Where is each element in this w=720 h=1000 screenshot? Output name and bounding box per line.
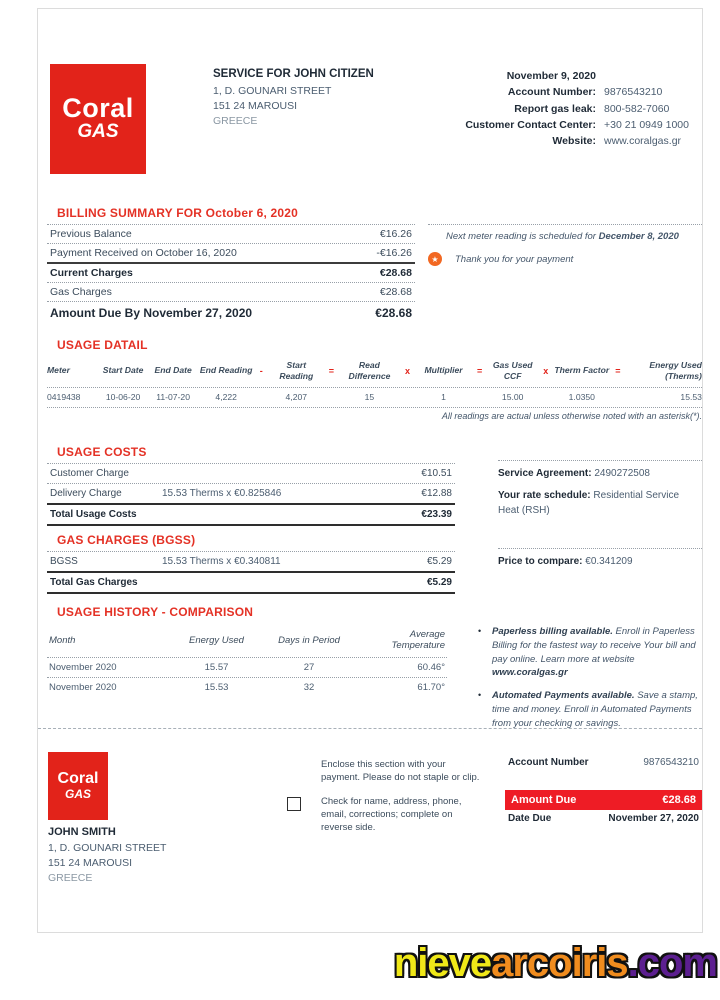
usage-costs-title: USAGE COSTS [57,445,147,459]
gas-charges-label: Gas Charges [50,286,112,298]
multiplier-value: 1 [441,392,446,403]
notes-divider [428,224,702,225]
customer-charge-row [47,463,455,483]
automated-payments-bullet: • Automated Payments available. Save a stamp, time and money. Enroll in Automated Payments from your checking or savings. [478,690,698,729]
payment-received-row [47,243,415,264]
service-agreement-row [498,468,702,479]
usage-history-section [47,605,447,697]
history-row-1: November 2020 15.57 27 60.46° [47,657,447,677]
col-meter: Meter [47,365,70,376]
delivery-charge-row [47,483,455,503]
customer-charge-value: €10.51 [421,468,452,479]
date-due-value: November 27, 2020 [608,813,699,824]
delivery-charge-value: €12.88 [421,488,452,499]
corrections-check-row [287,795,483,835]
service-agreement-divider [498,460,702,461]
next-reading-note: Next meter reading is scheduled for December 8, 2020 [446,231,679,242]
bill-date: November 9, 2020 [506,70,596,82]
gas-leak-value: 800-582-7060 [604,102,670,115]
current-charges-value: €28.68 [379,267,412,279]
usage-detail-title: USAGE DATAIL [57,338,148,352]
col-start-date: Start Date [102,365,144,376]
coralgas-link: www.coralgas.gr [492,667,568,679]
op-times-2: x [543,365,549,376]
address-line-3: GREECE [213,115,258,128]
thank-you-text: Thank you for your payment [455,253,574,265]
rate-schedule-label: Your rate schedule: [498,490,591,501]
corrections-checkbox[interactable] [287,797,301,811]
thank-you-note [428,252,702,266]
account-info-block [428,68,703,149]
star-icon: ★ [428,252,442,266]
paperless-billing-bullet: • Paperless billing available. Enroll in Paperless Billing for the fastest way to receive Your bill and pay online. Learn more at website www.coralgas.gr [478,626,696,679]
stub-account-label: Account Number [508,757,589,768]
col-gas-used-ccf: Gas Used CCF [492,360,533,381]
stub-mailing-address: JOHN SMITH 1, D. GOUNARI STREET 151 24 MAROUSI GREECE [48,826,167,885]
history-row-2: November 2020 15.53 32 61.70° [47,677,447,697]
promo-bullets [478,625,708,739]
delivery-charge-detail: 15.53 Therms x €0.825846 [162,488,282,499]
gas-charges-section [47,533,455,594]
price-to-compare-divider [498,548,702,549]
usage-history-title: USAGE HISTORY - COMPARISON [57,605,254,619]
current-charges-label: Current Charges [50,267,133,279]
usage-detail-section [47,338,702,421]
op-equals-3: = [615,365,621,376]
col-end-date: End Date [154,365,192,376]
price-to-compare-block [498,548,702,567]
billing-summary-section [47,206,415,323]
therm-factor-value: 1.0350 [568,392,595,403]
gas-charges-row [47,282,415,301]
col-month: Month [49,634,76,646]
stub-name: JOHN SMITH [48,826,116,838]
price-to-compare-label: Price to compare: [498,556,583,567]
contact-center-value: +30 21 0949 1000 [604,118,689,131]
gas-used-ccf-value: 15.00 [501,392,524,403]
bill-date-row [428,68,703,84]
amount-due-bar-label: Amount Due [511,794,577,806]
billing-summary-title: BILLING SUMMARY FOR October 6, 2020 [57,206,299,220]
col-end-reading: End Reading [199,365,253,376]
service-agreement-value: 2490272508 [594,468,650,479]
account-number-label: Account Number: [507,86,596,99]
price-to-compare-row [498,556,702,567]
col-energy-used: Energy Used (Therms) [649,360,702,381]
stub-instructions [287,758,483,834]
bgss-value: €5.29 [426,556,452,567]
start-date-value: 10-06-20 [105,392,141,403]
end-reading-value: 4,222 [215,392,237,403]
bgss-row [47,551,455,571]
previous-balance-value: €16.26 [379,228,412,240]
stub-account-row [505,757,702,768]
bullet-icon: • [478,690,482,701]
amount-due-bar-value: €28.68 [662,794,696,806]
col-multiplier: Multiplier [424,365,463,376]
gas-leak-row [428,101,703,117]
total-gas-charges-row [47,571,455,594]
col-start-reading: Start Reading [279,360,314,381]
current-charges-row [47,264,415,282]
address-line-2: 151 24 MAROUSI [213,100,298,113]
service-address-block [213,68,423,130]
delivery-charge-label: Delivery Charge [50,488,122,499]
coral-gas-logo-small: Coral GAS [48,752,108,820]
tear-off-line [38,728,702,729]
watermark: nievearcoiris.com [393,941,717,985]
op-minus: - [259,365,263,376]
col-therm-factor: Therm Factor [554,365,610,376]
website-value: www.coralgas.gr [604,135,682,148]
account-number-row [428,84,703,100]
amount-due-row [47,301,415,323]
gas-leak-label: Report gas leak: [514,102,596,115]
next-reading-date: December 8, 2020 [598,231,679,242]
amount-due-value: €28.68 [375,306,412,320]
address-line-1: 1, D. GOUNARI STREET [213,85,332,97]
payment-received-value: -€16.26 [376,247,412,259]
amount-due-bar [505,790,702,810]
gas-charges-title: GAS CHARGES (BGSS) [57,533,196,547]
logo-text-gas: GAS [77,121,119,143]
usage-detail-header-row [47,356,702,387]
bullet-icon: • [478,626,482,636]
date-due-row [505,810,702,827]
account-number-value: 9876543210 [604,86,663,99]
stub-account-value: 9876543210 [643,757,699,768]
date-due-label: Date Due [508,813,552,824]
billing-summary-notes [428,224,702,266]
coral-gas-logo [50,64,146,174]
usage-history-header-row [47,623,447,657]
payment-received-label: Payment Received on October 16, 2020 [50,247,237,259]
total-usage-costs-value: €23.39 [421,509,452,520]
stub-payment-summary [505,757,702,827]
gas-charges-value: €28.68 [379,286,412,298]
usage-detail-data-row [47,387,702,407]
readings-note: All readings are actual unless otherwise noted with an asterisk(*). [47,407,702,421]
amount-due-label: Amount Due By November 27, 2020 [50,306,253,320]
col-average-temperature: Average Temperature [391,629,445,651]
read-difference-value: 15 [364,392,375,403]
enclose-note: Enclose this section with your payment. Please do not staple or clip. [321,759,480,784]
corrections-note: Check for name, address, phone, email, corrections; complete on reverse side. [321,795,462,834]
total-gas-charges-label: Total Gas Charges [50,577,138,588]
energy-used-value: 15.53 [680,392,702,403]
service-agreement-block [498,460,702,518]
usage-costs-section [47,445,455,526]
col-energy-used-history: Energy Used [189,634,244,646]
bgss-label: BGSS [50,556,78,567]
op-equals-2: = [476,365,483,376]
total-usage-costs-row [47,503,455,526]
website-label: Website: [552,135,596,148]
meter-value: 0419438 [47,392,81,403]
contact-center-row [428,117,703,133]
op-times-1: x [404,365,410,376]
website-row [428,133,703,149]
customer-charge-label: Customer Charge [50,468,129,479]
rate-schedule-value: Residential Service Heat (RSH) [498,490,680,516]
end-date-value: 11-07-20 [156,392,190,403]
logo-text-coral: Coral [62,93,134,124]
previous-balance-row [47,224,415,243]
col-read-difference: Read Difference [348,360,391,381]
total-gas-charges-value: €5.29 [426,577,452,588]
total-usage-costs-label: Total Usage Costs [50,509,137,520]
price-to-compare-value: €0.341209 [585,556,633,567]
previous-balance-label: Previous Balance [50,228,132,240]
bgss-detail: 15.53 Therms x €0.340811 [162,556,281,567]
contact-center-label: Customer Contact Center: [465,118,596,131]
rate-schedule-row [498,489,702,518]
service-for-title: SERVICE FOR JOHN CITIZEN [213,68,374,80]
col-days-in-period: Days in Period [278,634,340,646]
op-equals-1: = [328,365,334,376]
start-reading-value: 4,207 [285,392,308,403]
service-agreement-label: Service Agreement: [498,468,592,479]
